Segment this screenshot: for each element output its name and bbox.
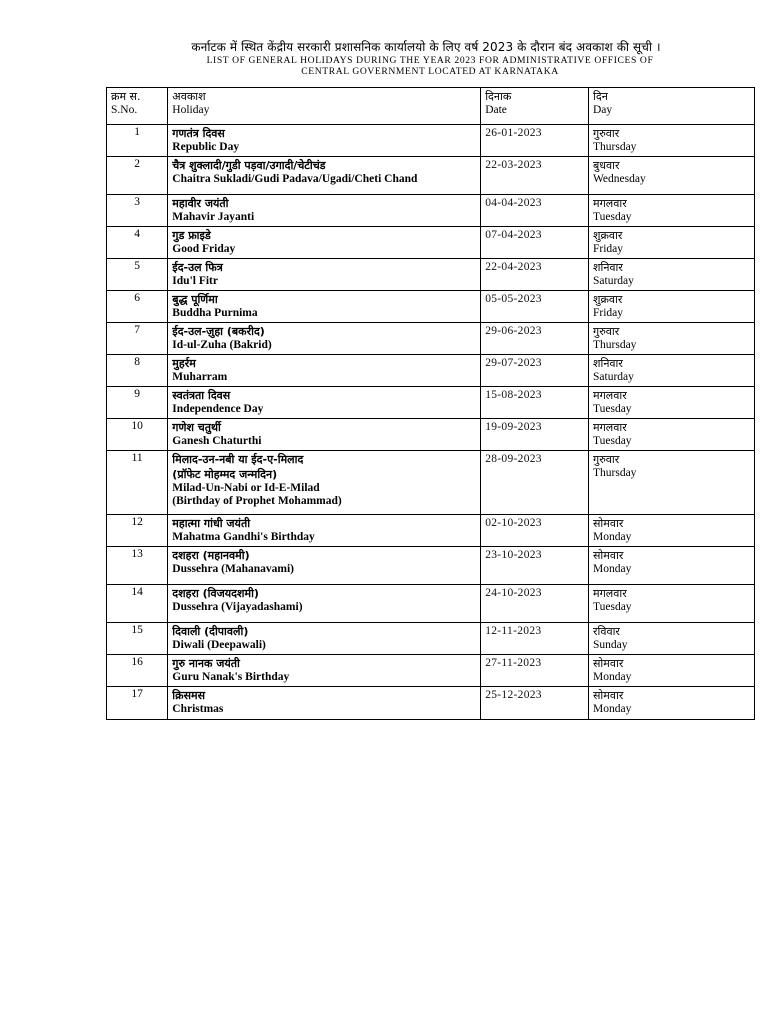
holiday-name-english: Good Friday	[172, 243, 236, 255]
day-cell	[589, 323, 755, 355]
table-row	[107, 623, 755, 655]
date-cell	[481, 259, 589, 291]
day-name-english: Wednesday	[593, 173, 646, 185]
day-name-english: Tuesday	[593, 601, 632, 613]
holiday-cell	[168, 387, 481, 419]
holiday-name-hindi: मुहर्रम	[172, 357, 196, 370]
table-row	[107, 687, 755, 720]
holiday-name-english-line2: (Birthday of Prophet Mohammad)	[172, 495, 342, 507]
holiday-name-hindi: महात्मा गांधी जयंती	[172, 517, 251, 530]
day-name-hindi: शुक्रवार	[593, 293, 623, 306]
holiday-name-english: Republic Day	[172, 141, 240, 153]
sno-cell	[107, 585, 168, 623]
holiday-cell	[168, 451, 481, 515]
day-name-english: Monday	[593, 563, 632, 575]
date-cell	[481, 125, 589, 157]
holiday-name-english: Ganesh Chaturthi	[172, 435, 262, 447]
holiday-cell	[168, 623, 481, 655]
holiday-name-english: Milad-Un-Nabi or Id-E-Milad	[172, 482, 320, 494]
date-value: 29-06-2023	[485, 325, 542, 337]
holiday-cell	[168, 687, 481, 720]
day-name-english: Thursday	[593, 141, 637, 153]
sno-value: 10	[131, 420, 143, 432]
holiday-cell	[168, 195, 481, 227]
holiday-name-hindi: गणेश चतुर्थी	[172, 421, 221, 434]
holiday-cell	[168, 125, 481, 157]
day-cell	[589, 585, 755, 623]
sno-cell	[107, 515, 168, 547]
day-name-hindi: सोमवार	[593, 657, 624, 670]
holiday-name-english: Id-ul-Zuha (Bakrid)	[172, 339, 272, 351]
day-name-english: Monday	[593, 703, 632, 715]
holiday-name-english: Christmas	[172, 703, 224, 715]
date-value: 04-04-2023	[485, 197, 542, 209]
date-cell	[481, 291, 589, 323]
day-name-english: Tuesday	[593, 211, 632, 223]
sno-cell	[107, 227, 168, 259]
holiday-name-hindi: गुड फ्राइडे	[172, 229, 211, 242]
date-value: 02-10-2023	[485, 517, 542, 529]
holiday-name-hindi: गुरु नानक जयंती	[172, 657, 240, 670]
day-cell	[589, 451, 755, 515]
date-cell	[481, 157, 589, 195]
day-cell	[589, 419, 755, 451]
table-row	[107, 323, 755, 355]
holiday-name-hindi: ईद-उल-ज़ुहा (बकरीद)	[172, 325, 265, 338]
date-value: 25-12-2023	[485, 689, 542, 701]
date-value: 15-08-2023	[485, 389, 542, 401]
sno-value: 3	[134, 196, 141, 208]
day-cell	[589, 547, 755, 585]
table-row	[107, 291, 755, 323]
day-cell	[589, 387, 755, 419]
date-cell	[481, 687, 589, 720]
header-holiday	[168, 88, 481, 125]
date-cell	[481, 419, 589, 451]
sno-cell	[107, 547, 168, 585]
date-value: 23-10-2023	[485, 549, 542, 561]
date-value: 12-11-2023	[485, 625, 542, 637]
header-sno	[107, 88, 168, 125]
day-cell	[589, 623, 755, 655]
date-cell	[481, 585, 589, 623]
day-name-hindi: सोमवार	[593, 689, 624, 702]
header-date-english: Date	[485, 104, 507, 116]
sno-cell	[107, 687, 168, 720]
holiday-name-english: Buddha Purnima	[172, 307, 258, 319]
day-name-hindi: सोमवार	[593, 549, 624, 562]
date-value: 22-03-2023	[485, 159, 542, 171]
date-cell	[481, 547, 589, 585]
table-row	[107, 195, 755, 227]
day-cell	[589, 157, 755, 195]
sno-value: 4	[134, 228, 141, 240]
holiday-name-hindi: क्रिसमस	[172, 689, 206, 702]
day-name-hindi: मगलवार	[593, 587, 627, 600]
holiday-name-hindi: गणतंत्र दिवस	[172, 127, 225, 140]
table-row	[107, 259, 755, 291]
sno-cell	[107, 655, 168, 687]
table-row	[107, 451, 755, 515]
date-cell	[481, 323, 589, 355]
table-row	[107, 355, 755, 387]
sno-cell	[107, 623, 168, 655]
day-name-english: Sunday	[593, 639, 628, 651]
day-name-hindi: शुक्रवार	[593, 229, 623, 242]
sno-cell	[107, 125, 168, 157]
sno-value: 9	[134, 388, 141, 400]
day-name-hindi: रविवार	[593, 625, 620, 638]
sno-value: 13	[131, 548, 143, 560]
date-cell	[481, 451, 589, 515]
day-name-hindi: शनिवार	[593, 261, 623, 274]
day-name-english: Friday	[593, 307, 624, 319]
holiday-cell	[168, 227, 481, 259]
holiday-name-english: Mahavir Jayanti	[172, 211, 255, 223]
holiday-name-english: Idu'l Fitr	[172, 275, 218, 287]
sno-cell	[107, 419, 168, 451]
day-name-hindi: बुधवार	[593, 159, 620, 172]
holiday-cell	[168, 157, 481, 195]
day-cell	[589, 291, 755, 323]
holiday-name-english: Chaitra Sukladi/Gudi Padava/Ugadi/Cheti Chand	[172, 173, 418, 185]
day-name-english: Friday	[593, 243, 624, 255]
day-name-hindi: शनिवार	[593, 357, 623, 370]
holiday-name-hindi: स्वतंत्रता दिवस	[172, 389, 231, 402]
sno-cell	[107, 291, 168, 323]
table-row	[107, 387, 755, 419]
title-english-line1: LIST OF GENERAL HOLIDAYS DURING THE YEAR 2023 FOR ADMINISTRATIVE OFFICES OF	[206, 55, 654, 66]
title-english	[110, 55, 750, 77]
day-name-hindi: गुरुवार	[593, 325, 620, 338]
table-header-row	[107, 88, 755, 125]
holiday-table	[106, 87, 755, 720]
sno-value: 2	[134, 158, 141, 170]
table-row	[107, 157, 755, 195]
table-row	[107, 655, 755, 687]
day-name-english: Monday	[593, 531, 632, 543]
header-holiday-english: Holiday	[172, 104, 210, 116]
sno-cell	[107, 451, 168, 515]
header-date-hindi: दिनाक	[485, 90, 512, 103]
day-name-english: Saturday	[593, 275, 634, 287]
sno-cell	[107, 387, 168, 419]
date-cell	[481, 195, 589, 227]
day-name-hindi: गुरुवार	[593, 453, 620, 466]
sno-value: 1	[134, 126, 141, 138]
header-sno-english: S.No.	[111, 104, 138, 116]
day-cell	[589, 227, 755, 259]
holiday-name-hindi: दशहरा (महानवमी)	[172, 549, 250, 562]
day-cell	[589, 655, 755, 687]
day-cell	[589, 355, 755, 387]
table-row	[107, 585, 755, 623]
holiday-cell	[168, 419, 481, 451]
day-cell	[589, 687, 755, 720]
holiday-cell	[168, 655, 481, 687]
header-day-english: Day	[593, 104, 613, 116]
holiday-name-english: Guru Nanak's Birthday	[172, 671, 290, 683]
header-date	[481, 88, 589, 125]
date-cell	[481, 515, 589, 547]
sno-cell	[107, 157, 168, 195]
date-value: 26-01-2023	[485, 127, 542, 139]
day-name-hindi: गुरुवार	[593, 127, 620, 140]
day-name-english: Saturday	[593, 371, 634, 383]
header-holiday-hindi: अवकाश	[172, 90, 206, 103]
sno-value: 17	[131, 688, 143, 700]
day-name-english: Thursday	[593, 467, 637, 479]
holiday-name-english: Independence Day	[172, 403, 264, 415]
holiday-name-hindi: मिलाद-उन-नबी या ईद-ए-मिलाद	[172, 453, 304, 466]
sno-value: 14	[131, 586, 143, 598]
table-row	[107, 547, 755, 585]
holiday-cell	[168, 291, 481, 323]
date-value: 07-04-2023	[485, 229, 542, 241]
sno-value: 5	[134, 260, 141, 272]
date-value: 28-09-2023	[485, 453, 542, 465]
holiday-cell	[168, 515, 481, 547]
holiday-name-english: Dussehra (Vijayadashami)	[172, 601, 303, 613]
date-value: 29-07-2023	[485, 357, 542, 369]
holiday-name-hindi-line2: (प्रॉफेट मोहम्मद जन्मदिन)	[172, 468, 278, 481]
date-cell	[481, 623, 589, 655]
sno-value: 8	[134, 356, 141, 368]
holiday-name-hindi: ईद-उल फित्र	[172, 261, 223, 274]
day-cell	[589, 515, 755, 547]
sno-value: 15	[131, 624, 143, 636]
sno-cell	[107, 323, 168, 355]
holiday-name-hindi: चैत्र शुक्लादी/गुडी पड़वा/उगादी/चेटीचंड	[172, 159, 326, 172]
table-row	[107, 419, 755, 451]
holiday-cell	[168, 323, 481, 355]
day-name-english: Thursday	[593, 339, 637, 351]
holiday-name-hindi: बुद्ध पूर्णिमा	[172, 293, 218, 306]
date-value: 19-09-2023	[485, 421, 542, 433]
date-cell	[481, 355, 589, 387]
header-sno-hindi: क्रम स.	[111, 90, 141, 103]
sno-cell	[107, 259, 168, 291]
sno-value: 6	[134, 292, 141, 304]
day-name-english: Monday	[593, 671, 632, 683]
date-value: 24-10-2023	[485, 587, 542, 599]
holiday-name-english: Mahatma Gandhi's Birthday	[172, 531, 315, 543]
table-row	[107, 125, 755, 157]
holiday-name-english: Dussehra (Mahanavami)	[172, 563, 295, 575]
sno-cell	[107, 195, 168, 227]
holiday-cell	[168, 547, 481, 585]
holiday-name-english: Muharram	[172, 371, 228, 383]
sno-value: 7	[134, 324, 141, 336]
day-name-english: Tuesday	[593, 435, 632, 447]
date-cell	[481, 387, 589, 419]
holiday-cell	[168, 259, 481, 291]
date-cell	[481, 227, 589, 259]
title-english-line2: CENTRAL GOVERNMENT LOCATED AT KARNATAKA	[301, 66, 559, 77]
holiday-cell	[168, 585, 481, 623]
holiday-name-english: Diwali (Deepawali)	[172, 639, 266, 651]
holiday-name-hindi: दशहरा (विजयदशमी)	[172, 587, 259, 600]
header-day-hindi: दिन	[593, 90, 608, 103]
date-cell	[481, 655, 589, 687]
holiday-name-hindi: दिवाली (दीपावली)	[172, 625, 249, 638]
day-name-hindi: मगलवार	[593, 389, 627, 402]
table-row	[107, 515, 755, 547]
table-row	[107, 227, 755, 259]
date-value: 22-04-2023	[485, 261, 542, 273]
day-cell	[589, 125, 755, 157]
date-value: 27-11-2023	[485, 657, 542, 669]
day-name-english: Tuesday	[593, 403, 632, 415]
title-hindi: कर्नाटक में स्थित केंद्रीय सरकारी प्रशासनिक कार्यालयो के लिए वर्ष 2023 के दौरान बंद अवकाश की सूची ।	[191, 40, 661, 54]
header-day	[589, 88, 755, 125]
sno-value: 11	[131, 452, 143, 464]
day-cell	[589, 259, 755, 291]
holiday-cell	[168, 355, 481, 387]
sno-cell	[107, 355, 168, 387]
sno-value: 16	[131, 656, 143, 668]
day-name-hindi: सोमवार	[593, 517, 624, 530]
date-value: 05-05-2023	[485, 293, 542, 305]
day-name-hindi: मगलवार	[593, 197, 627, 210]
day-name-hindi: मगलवार	[593, 421, 627, 434]
holiday-name-hindi: महावीर जयंती	[172, 197, 229, 210]
sno-value: 12	[131, 516, 143, 528]
day-cell	[589, 195, 755, 227]
